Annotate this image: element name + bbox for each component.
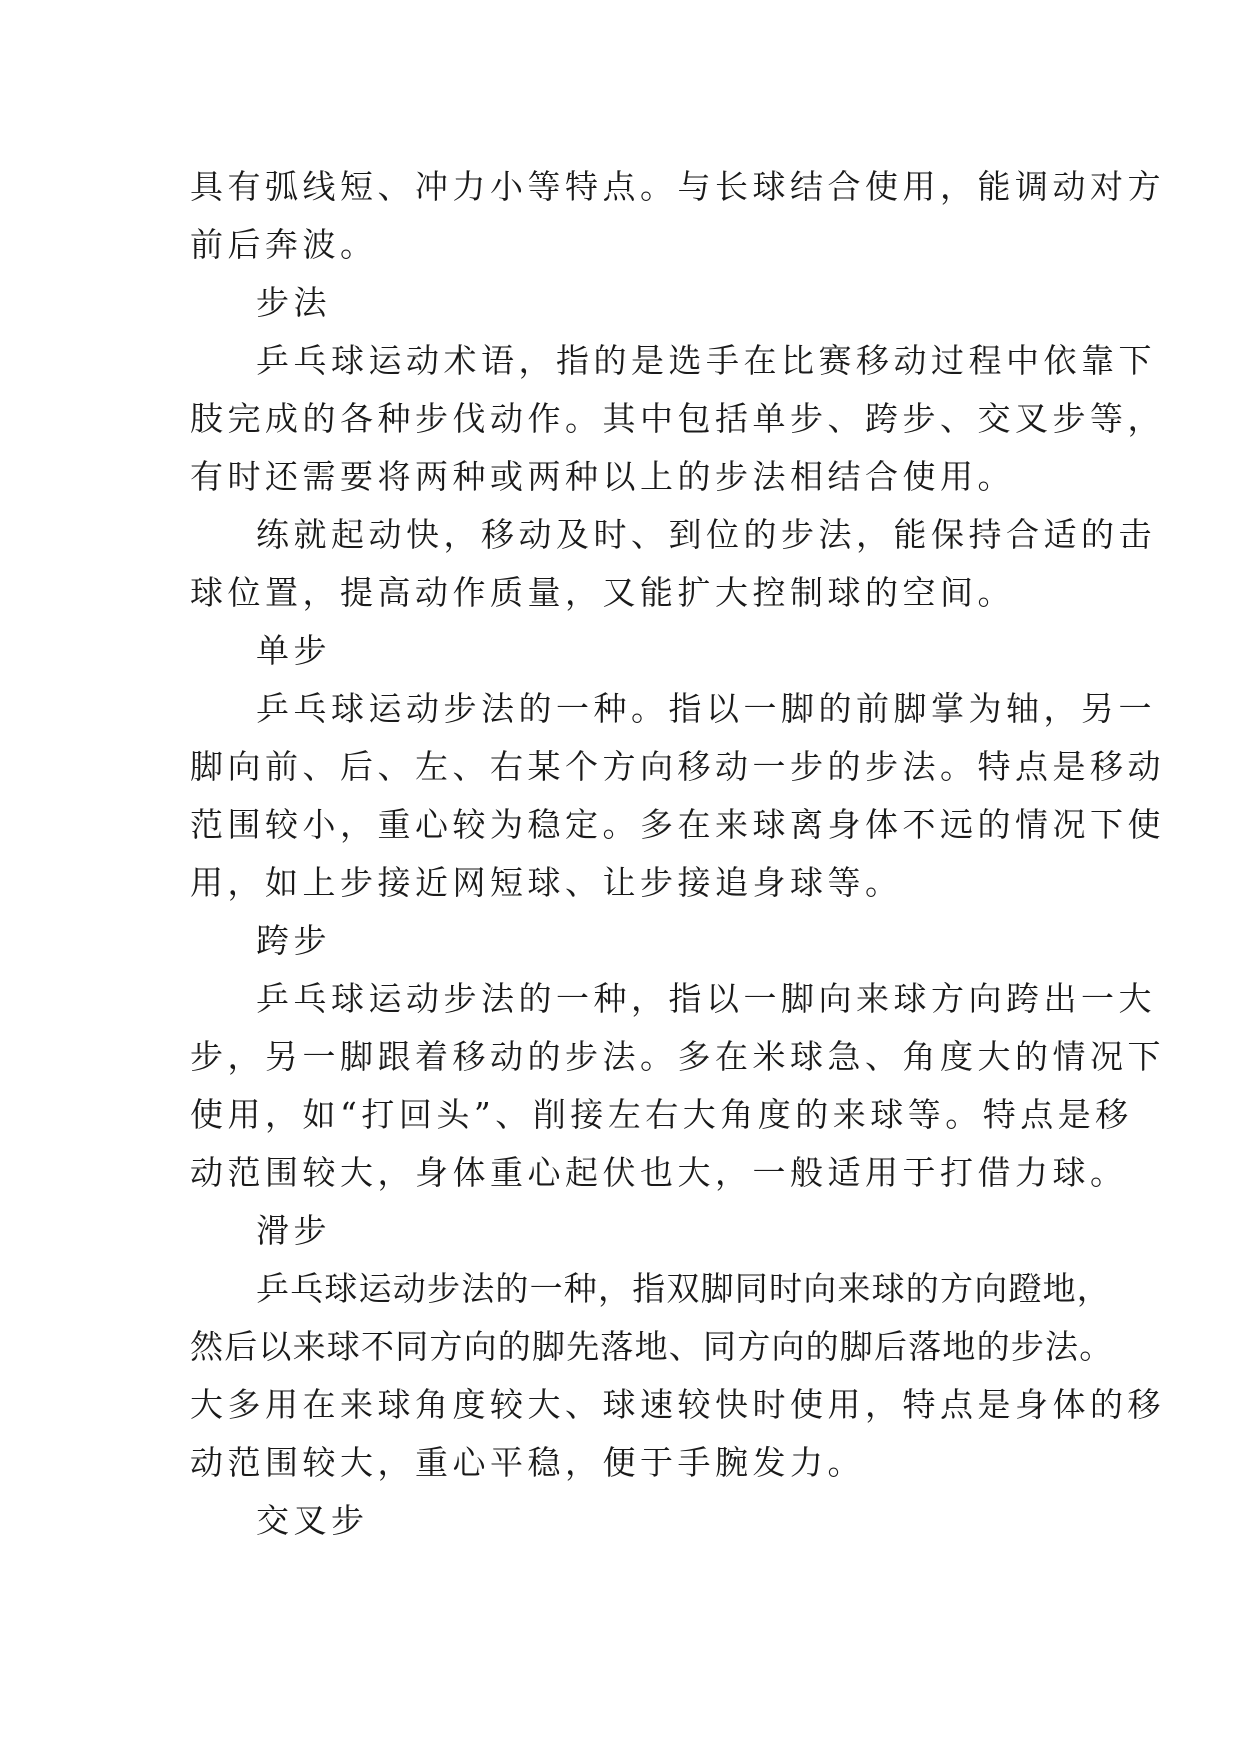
text-line: 乒乓球运动步法的一种。指以一脚的前脚掌为轴，另一	[256, 689, 1156, 728]
text-line: 脚向前、后、左、右某个方向移动一步的步法。特点是移动	[190, 747, 1165, 786]
text-line: 乒乓球运动步法的一种，指双脚同时向来球的方向蹬地，	[256, 1269, 1111, 1308]
text-line: 球位置，提高动作质量，又能扩大控制球的空间。	[190, 573, 1015, 612]
text-line: 前后奔波。	[190, 225, 378, 264]
section-heading-cross-step: 交叉步	[256, 1501, 369, 1540]
document-page	[190, 158, 1165, 1550]
section-heading-single-step: 单步	[256, 631, 331, 670]
section-heading-slide-step: 滑步	[256, 1211, 331, 1250]
text-line: 步，另一脚跟着移动的步法。多在米球急、角度大的情况下	[190, 1037, 1165, 1076]
text-line: 动范围较大，身体重心起伏也大，一般适用于打借力球。	[190, 1153, 1128, 1192]
text-line: 大多用在来球角度较大、球速较快时使用，特点是身体的移	[190, 1385, 1165, 1424]
text-line: 乒乓球运动步法的一种，指以一脚向来球方向跨出一大	[256, 979, 1156, 1018]
text-line: 练就起动快，移动及时、到位的步法，能保持合适的击	[256, 515, 1156, 554]
section-heading-step-technique: 步法	[256, 283, 331, 322]
text-line: 肢完成的各种步伐动作。其中包括单步、跨步、交叉步等，	[190, 399, 1165, 438]
text-line: 用，如上步接近网短球、让步接追身球等。	[190, 863, 903, 902]
text-line: 有时还需要将两种或两种以上的步法相结合使用。	[190, 457, 1015, 496]
section-heading-stride-step: 跨步	[256, 921, 331, 960]
text-line: 乒乓球运动术语，指的是选手在比赛移动过程中依靠下	[256, 341, 1156, 380]
text-line: 然后以来球不同方向的脚先落地、同方向的脚后落地的步法。	[190, 1327, 1114, 1366]
text-line: 范围较小，重心较为稳定。多在来球离身体不远的情况下使	[190, 805, 1165, 844]
text-line: 具有弧线短、冲力小等特点。与长球结合使用，能调动对方	[190, 167, 1165, 206]
text-line: 动范围较大，重心平稳，便于手腕发力。	[190, 1443, 865, 1482]
text-line: 使用，如“打回头”、削接左右大角度的来球等。特点是移	[190, 1095, 1133, 1134]
